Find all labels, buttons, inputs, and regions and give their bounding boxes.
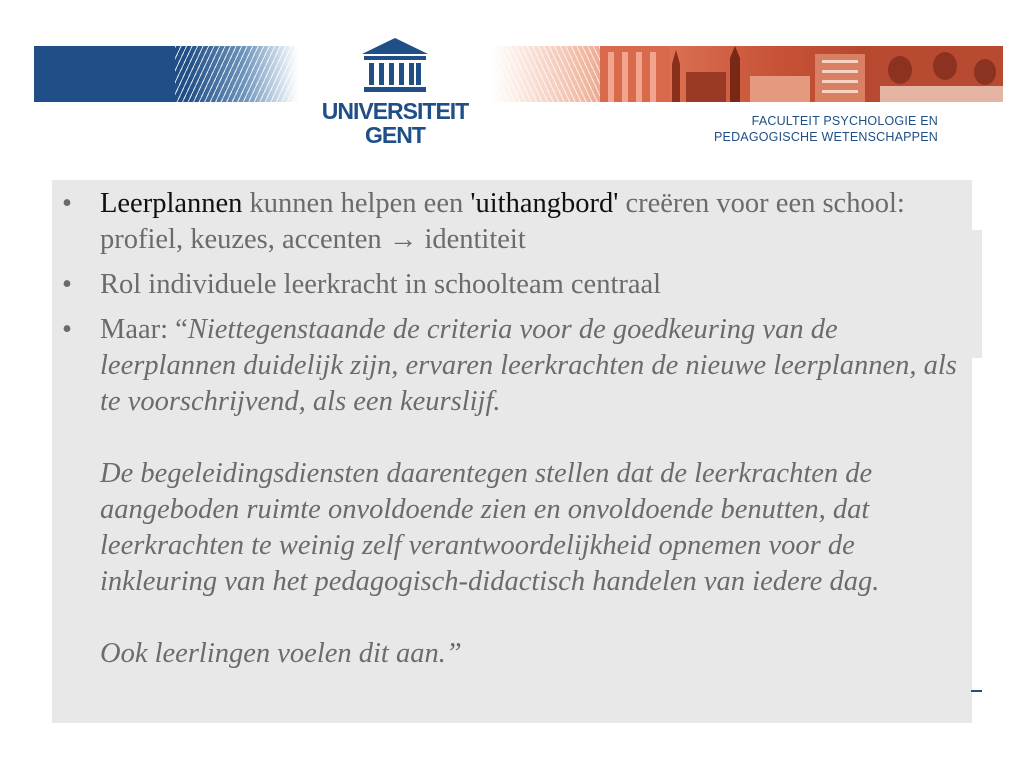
faculty-line-1: FACULTEIT PSYCHOLOGIE EN (751, 114, 938, 128)
bullet-marker: • (62, 188, 72, 219)
faculty-line-2: PEDAGOGISCHE WETENSCHAPPEN (714, 130, 938, 144)
text-segment: creëren voor een school: profiel, keuzes, accenten (100, 188, 905, 255)
bullet-item-rol (62, 267, 967, 303)
arrow-icon: → (388, 224, 418, 255)
text-segment: kunnen helpen een (242, 188, 471, 219)
bullet-marker: • (62, 314, 72, 345)
content-panel-tab (972, 230, 982, 358)
decorative-dash (971, 690, 982, 692)
building-icon (354, 34, 436, 96)
term-leerplannen: Leerplannen (100, 188, 243, 219)
quote-paragraph-3: Ook leerlingen voelen dit aan.” (100, 638, 462, 669)
header-banner-right-hatch (492, 46, 602, 102)
faculty-name (714, 113, 938, 145)
quote-text-1: Niettegenstaande de criteria voor de goedkeuring van de leerplannen duidelijk zijn, ervaren leerkrachten de nieuwe leerplannen, als te voorschrijvend, als een keurslijf. (100, 314, 957, 417)
bullet-text: Rol individuele leerkracht in schoolteam centraal (100, 269, 662, 300)
bullet-marker: • (62, 269, 72, 300)
ugent-logo (300, 34, 490, 154)
logo-text-gent: GENT (365, 122, 425, 148)
quote-paragraph-1 (100, 312, 967, 420)
bullet-item-leerplannen (62, 186, 967, 258)
header-banner-left-hatch (175, 46, 300, 102)
quote-paragraph-2: De begeleidingsdiensten daarentegen stellen dat de leerkrachten de aangeboden ruimte onvoldoende zien en onvoldoende benutten, dat leerkrachten te weinig zelf verantwoordelijkheid opnemen voor de inkleuring van het pedagogisch-didactisch handelen van iedere dag. (100, 458, 880, 597)
logo-text-universiteit: UNIVERSITEIT (321, 98, 469, 124)
term-uithangbord: 'uithangbord' (470, 188, 619, 219)
campus-photo-collage (600, 46, 1003, 102)
bullet-list (62, 186, 967, 681)
bullet-item-maar (62, 312, 967, 672)
text-segment: identiteit (417, 224, 526, 255)
quote-intro: Maar: “ (100, 314, 188, 345)
